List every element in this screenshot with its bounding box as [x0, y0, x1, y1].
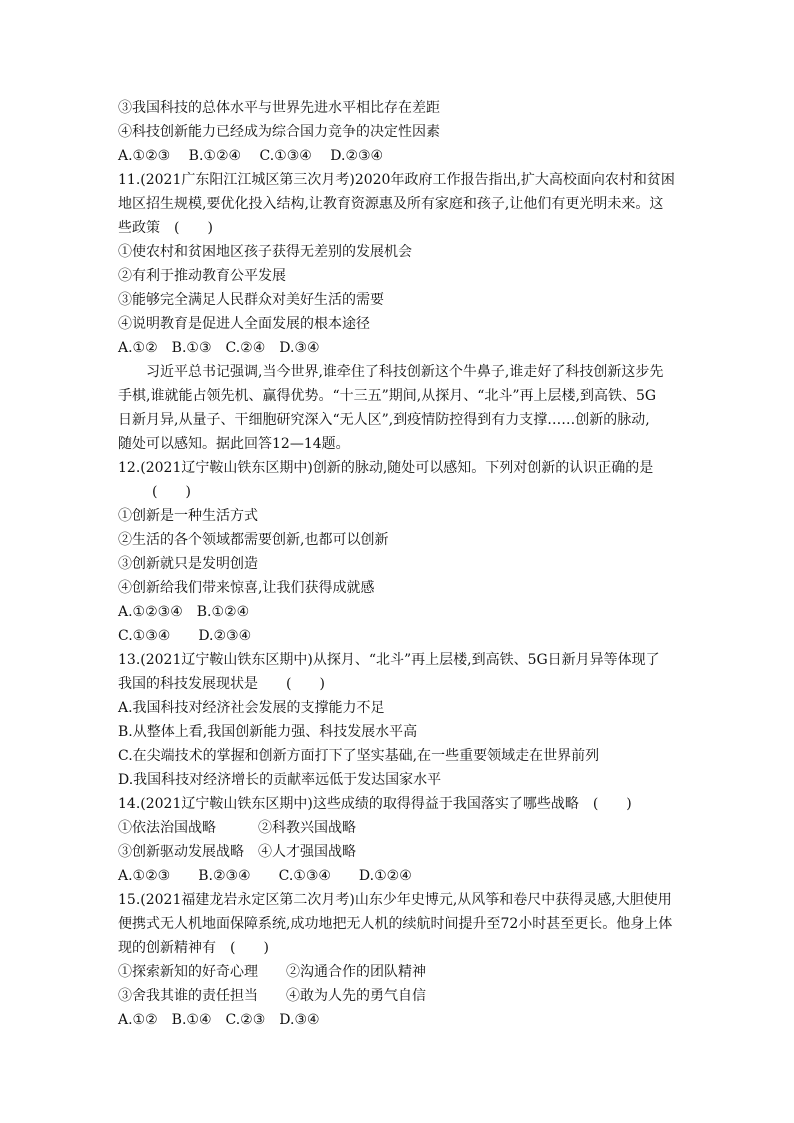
text-line: ④说明教育是促进人全面发展的根本途径 [118, 316, 370, 332]
text-line: ③我国科技的总体水平与世界先进水平相比存在差距 [118, 100, 440, 116]
answer-options: A.①② B.①③ C.②④ D.③④ [118, 340, 320, 356]
question-13: 13.(2021辽宁鞍山铁东区期中)从探月、“北斗”再上层楼,到高铁、5G日新月异等体现了 [118, 652, 660, 668]
question-15: 15.(2021福建龙岩永定区第二次月考)山东少年史博元,从风筝和卷尺中获得灵感,大胆使用 [118, 892, 672, 908]
answer-options: A.①②③④ B.①②④ [118, 604, 250, 620]
text-line: D.我国科技对经济增长的贡献率远低于发达国家水平 [118, 772, 442, 788]
text-line: 便携式无人机地面保障系统,成功地把无人机的续航时间提升至72小时甚至更长。他身上体 [118, 916, 673, 932]
text-line: ②有利于推动教育公平发展 [118, 268, 286, 284]
answer-blank: ( ) [152, 484, 191, 500]
document-page [118, 96, 678, 1032]
text-line: 地区招生规模,要优化投入结构,让教育资源惠及所有家庭和孩子,让他们有更光明未来。这 [118, 196, 664, 212]
question-11: 11.(2021广东阳江江城区第三次月考)2020年政府工作报告指出,扩大高校面向农村和贫困 [118, 172, 675, 188]
text-line: B.从整体上看,我国创新能力强、科技发展水平高 [118, 724, 418, 740]
text-line: ①创新是一种生活方式 [118, 508, 258, 524]
text-line: ④创新给我们带来惊喜,让我们获得成就感 [118, 580, 375, 596]
reading-passage: 习近平总书记强调,当今世界,谁牵住了科技创新这个牛鼻子,谁走好了科技创新这步先 [146, 364, 664, 380]
text-line: 现的创新精神有 ( ) [118, 940, 269, 956]
question-14: 14.(2021辽宁鞍山铁东区期中)这些成绩的取得得益于我国落实了哪些战略 ( ) [118, 796, 632, 812]
text-line: 些政策 ( ) [118, 220, 213, 236]
answer-options: A.①②③ B.①②④ C.①③④ D.②③④ [118, 148, 384, 164]
text-line: ③舍我其谁的责任担当 ④敢为人先的勇气自信 [118, 988, 426, 1004]
answer-options: C.①③④ D.②③④ [118, 628, 252, 644]
text-line: ②生活的各个领域都需要创新,也都可以创新 [118, 532, 389, 548]
answer-options: A.①②③ B.②③④ C.①③④ D.①②④ [118, 868, 412, 884]
text-line: ①使农村和贫困地区孩子获得无差别的发展机会 [118, 244, 412, 260]
text-line: 我国的科技发展现状是 ( ) [118, 676, 325, 692]
text-line: ①依法治国战略 ②科教兴国战略 [118, 820, 356, 836]
text-line: ④科技创新能力已经成为综合国力竞争的决定性因素 [118, 124, 440, 140]
text-line: 手棋,谁就能占领先机、赢得优势。“十三五”期间,从探月、“北斗”再上层楼,到高铁、5G [118, 388, 657, 404]
text-line: ③能够完全满足人民群众对美好生活的需要 [118, 292, 384, 308]
text-line: 随处可以感知。据此回答12—14题。 [118, 436, 350, 452]
text-line: 日新月异,从量子、干细胞研究深入“无人区”,到疫情防控得到有力支撑……创新的脉动, [118, 412, 650, 428]
question-12: 12.(2021辽宁鞍山铁东区期中)创新的脉动,随处可以感知。下列对创新的认识正确的是 [118, 460, 654, 476]
text-line: ③创新驱动发展战略 ④人才强国战略 [118, 844, 356, 860]
text-line: ①探索新知的好奇心理 ②沟通合作的团队精神 [118, 964, 426, 980]
text-line: C.在尖端技术的掌握和创新方面打下了坚实基础,在一些重要领域走在世界前列 [118, 748, 600, 764]
answer-options: A.①② B.①④ C.②③ D.③④ [118, 1012, 320, 1028]
text-line: A.我国科技对经济社会发展的支撑能力不足 [118, 700, 385, 716]
text-line: ③创新就只是发明创造 [118, 556, 258, 572]
